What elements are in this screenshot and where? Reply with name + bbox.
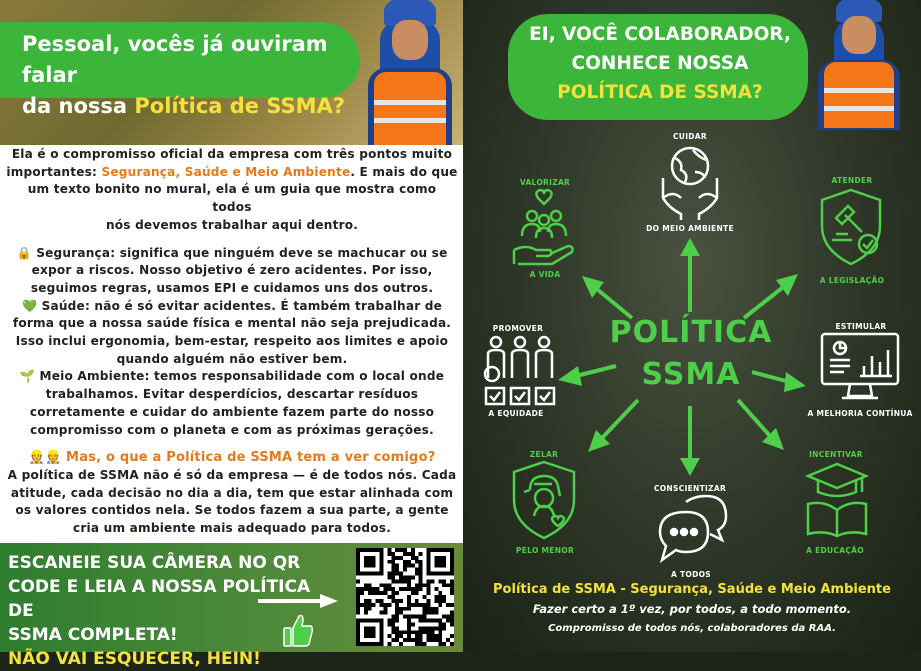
thumbs-up-icon bbox=[282, 612, 314, 648]
estimular-label-bottom: A MELHORIA CONTÍNUA bbox=[807, 409, 913, 418]
estimular-label-top: ESTIMULAR bbox=[835, 322, 887, 331]
intro-line: nós devemos trabalhar aqui dentro. bbox=[105, 217, 359, 232]
answer-line: os valores contidos nela. Se todos fazem a sua parte, a gente bbox=[15, 503, 449, 518]
promover-label-bottom: A EQUIDADE bbox=[488, 409, 544, 418]
chat-bubbles-icon bbox=[656, 494, 728, 566]
zelar-label-bottom: PELO MENOR bbox=[515, 546, 575, 555]
seguranca-line: seguimos regras, usamos EPI e cuidamos uns dos outros. bbox=[30, 280, 434, 295]
meio-ambiente-line: trabalhamos. Evitar desperdícios, descartar resíduos bbox=[45, 387, 419, 402]
question-heading: 👷👷 Mas, o que a Política de SSMA tem a ver comigo? bbox=[28, 450, 436, 466]
meio-ambiente-line: corretamente e cuidar do ambiente fazem parte do nosso bbox=[29, 404, 435, 419]
incentivar-label-top: INCENTIVAR bbox=[809, 450, 863, 459]
left-hero bbox=[0, 0, 463, 145]
meio-ambiente-line: compromisso com o planeta e com as próximas gerações. bbox=[30, 422, 434, 437]
valorizar-label-bottom: A VIDA bbox=[529, 270, 561, 279]
conscientizar-label-top: CONSCIENTIZAR bbox=[653, 484, 727, 493]
arrow-right-icon bbox=[258, 594, 338, 608]
right-title: EI, VOCÊ COLABORADOR, CONHECE NOSSA POLÍTICA DE SSMA? bbox=[529, 24, 791, 103]
qr-code[interactable] bbox=[356, 548, 454, 646]
saude-line: quando alguém não estiver bem. bbox=[116, 351, 348, 366]
footer-line: ESCANEIE SUA CÂMERA NO QR bbox=[8, 553, 301, 573]
worker-photo-left bbox=[360, 0, 460, 145]
cuidar-label-top: CUIDAR bbox=[673, 132, 707, 141]
saude-line: Isso inclui ergonomia, bem-estar, respeito aos limites e apoio bbox=[15, 334, 449, 349]
left-body-text bbox=[6, 146, 458, 538]
graduation-book-icon bbox=[804, 460, 870, 538]
intro-line: importantes: Segurança, Saúde e Meio Ambiente. E mais do que bbox=[6, 164, 458, 179]
intro-line: Ela é o compromisso oficial da empresa com três pontos muito bbox=[11, 147, 453, 161]
footer-line: CODE E LEIA A NOSSA POLÍTICA DE bbox=[8, 577, 311, 621]
gavel-shield-icon bbox=[818, 188, 884, 266]
monitor-chart-icon bbox=[820, 332, 900, 402]
footer-motto: Fazer certo a 1º vez, por todos, a todo momento. bbox=[532, 602, 852, 616]
incentivar-label-bottom: A EDUCAÇÃO bbox=[806, 546, 864, 555]
hero-title-line1: Pessoal, vocês já ouviram falar bbox=[22, 32, 328, 87]
saude-line: 💚 Saúde: não é só evitar acidentes. É também trabalhar de bbox=[21, 298, 443, 313]
atender-label-top: ATENDER bbox=[831, 176, 873, 185]
answer-line: cria um ambiente mais adequado para todos. bbox=[73, 521, 391, 536]
right-footer bbox=[463, 580, 921, 638]
hero-title-line2: da nossa Política de SSMA? bbox=[22, 94, 345, 118]
left-hero-banner bbox=[0, 22, 360, 118]
zelar-label-top: ZELAR bbox=[529, 450, 559, 459]
seguranca-line: expor a riscos. Nosso objetivo é zero acidentes. Por isso, bbox=[31, 263, 433, 278]
conscientizar-label-bottom: A TODOS bbox=[670, 570, 711, 579]
people-heart-hand-icon bbox=[512, 188, 576, 264]
globe-hands-icon bbox=[659, 142, 721, 220]
footer-commitment: Compromisso de todos nós, colaboradores da RAA. bbox=[548, 623, 836, 634]
atender-label-bottom: A LEGISLAÇÃO bbox=[819, 276, 885, 285]
child-shield-icon bbox=[510, 460, 578, 540]
meio-ambiente-line: 🌱 Meio Ambiente: temos responsabilidade com o local onde bbox=[19, 369, 445, 384]
answer-line: A política de SSMA não é só da empresa — é de todos nós. Cada bbox=[7, 467, 457, 482]
cuidar-label-bottom: DO MEIO AMBIENTE bbox=[646, 224, 734, 233]
footer-line: SSMA COMPLETA! bbox=[8, 625, 178, 645]
saude-line: forma que a nossa saúde física e mental não seja prejudicada. bbox=[12, 316, 452, 331]
seguranca-line: 🔒 Segurança: significa que ninguém deve se machucar ou se bbox=[16, 245, 448, 260]
valorizar-label-top: VALORIZAR bbox=[519, 178, 571, 187]
answer-line: atitude, cada decisão no dia a dia, tem que estar alinhada com bbox=[10, 485, 454, 500]
promover-label-top: PROMOVER bbox=[492, 324, 544, 333]
center-title: POLÍTICA SSMA bbox=[609, 315, 773, 392]
equity-people-icon bbox=[482, 334, 558, 408]
footer-title: Política de SSMA - Segurança, Saúde e Meio Ambiente bbox=[493, 582, 891, 597]
footer-line: NÃO VAI ESQUECER, HEIN! bbox=[8, 649, 261, 669]
footer-cta bbox=[8, 551, 328, 671]
intro-line: um texto bonito no mural, ela é um guia que mostra como todos bbox=[27, 182, 437, 215]
